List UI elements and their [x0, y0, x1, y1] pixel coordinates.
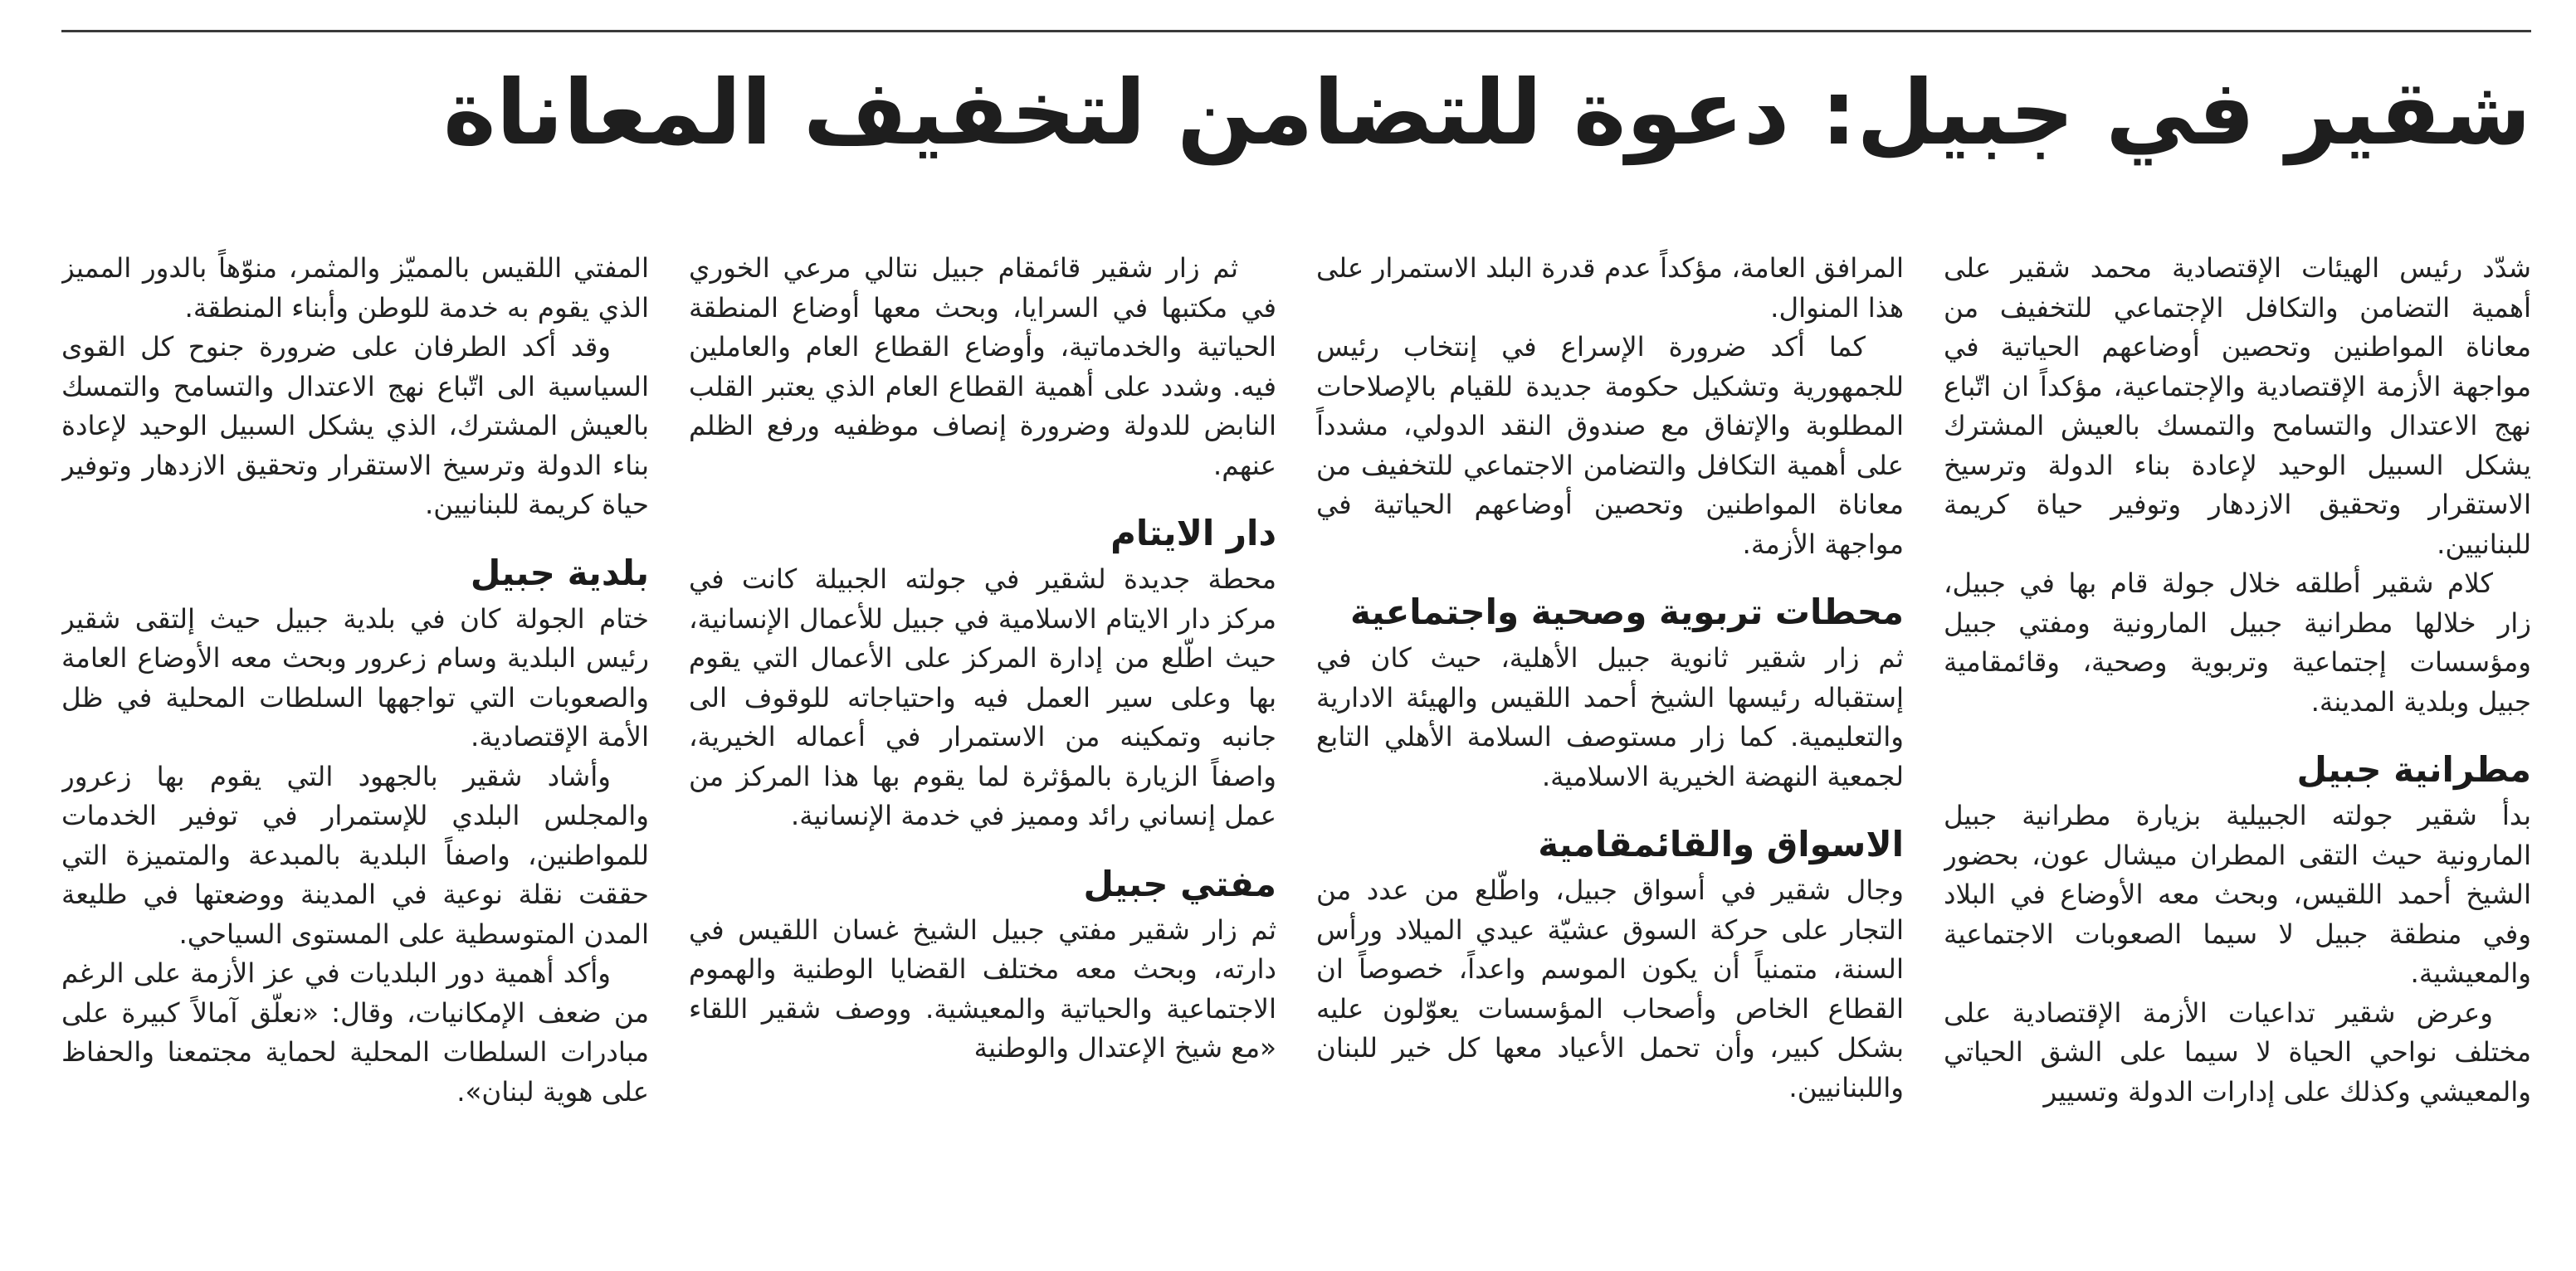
- paragraph: شدّد رئيس الهيئات الإقتصادية محمد شقير على أهمية التضامن والتكافل الإجتماعي للتخفيف من معاناة المواطنين وتحصين أوضاعهم الحياتية في مواجهة الأزمة الإقتصادية والإجتماعية، مؤكداً ان اتّباع نهج الاعتدال والتسامح والتمسك بالعيش المشترك يشكل السبيل الوحيد لإعادة بناء الدولة وترسيخ الاستقرار وتحقيق الازدهار وتوفير حياة كريمة للبنانيين.: [1944, 252, 2531, 560]
- section-heading: مفتي جبيل: [1083, 863, 1276, 904]
- article-column-4: [61, 249, 649, 1203]
- section-heading: مطرانية جبيل: [2296, 749, 2531, 790]
- paragraph: وقد أكد الطرفان على ضرورة جنوح كل القوى السياسية الى اتّباع نهج الاعتدال والتسامح والتمسك بالعيش المشترك، الذي يشكل السبيل الوحيد لإعادة بناء الدولة وترسيخ الاستقرار وتحقيق الازدهار وتوفير حياة كريمة للبنانيين.: [61, 331, 649, 520]
- paragraph: محطة جديدة لشقير في جولته الجبيلة كانت في مركز دار الايتام الاسلامية في جبيل للأعمال الإنسانية، حيث اطّلع من إدارة المركز على الأعمال التي يقوم بها وعلى سير العمل فيه واحتياجاته للوقوف الى جانبه وتمكينه من الاستمرار في أعماله الخيرية، واصفاً الزيارة بالمؤثرة لما يقوم بها هذا المركز من عمل إنساني رائد ومميز في خدمة الإنسانية.: [689, 563, 1276, 831]
- article-headline: شقير في جبيل: دعوة للتضامن لتخفيف المعاناة: [442, 61, 2531, 165]
- article-columns: [61, 249, 2531, 1203]
- top-rule: [61, 30, 2531, 32]
- paragraph: ثم زار شقير قائمقام جبيل نتالي مرعي الخوري في مكتبها في السرايا، وبحث معها أوضاع المنطقة الحياتية والخدماتية، وأوضاع القطاع العام والعاملين فيه. وشدد على أهمية القطاع العام الذي يعتبر القلب النابض للدولة وضرورة إنصاف موظفيه ورفع الظلم عنهم.: [689, 252, 1276, 481]
- paragraph: ثم زار شقير مفتي جبيل الشيخ غسان اللقيس في دارته، وبحث معه مختلف القضايا الوطنية والهموم الاجتماعية والحياتية والمعيشية. ووصف شقير اللقاء «مع شيخ الإعتدال والوطنية: [689, 913, 1276, 1064]
- article-column-2: [1316, 249, 1904, 1203]
- section-heading: الاسواق والقائمقامية: [1538, 824, 1904, 864]
- paragraph: المفتي اللقيس بالمميّز والمثمر، منوّهاً بالدور المميز الذي يقوم به خدمة للوطن وأبناء المنطقة.: [61, 252, 649, 324]
- paragraph: ثم زار شقير ثانوية جبيل الأهلية، حيث كان في إستقباله رئيسها الشيخ أحمد اللقيس والهيئة الادارية والتعليمية. كما زار مستوصف السلامة الأهلي التابع لجمعية النهضة الخيرية الاسلامية.: [1316, 642, 1904, 792]
- article-column-3: [689, 249, 1276, 1203]
- article-column-1: [1944, 249, 2531, 1203]
- paragraph: بدأ شقير جولته الجبيلية بزيارة مطرانية جبيل المارونية حيث التقى المطران ميشال عون، بحضور الشيخ أحمد اللقيس، وبحث معه الأوضاع في البلاد وفي منطقة جبيل لا سيما الصعوبات الاجتماعية والمعيشية.: [1944, 800, 2531, 989]
- paragraph: المرافق العامة، مؤكداً عدم قدرة البلد الاستمرار على هذا المنوال.: [1316, 252, 1904, 324]
- section-heading: بلدية جبيل: [470, 552, 649, 593]
- paragraph: وعرض شقير تداعيات الأزمة الإقتصادية على مختلف نواحي الحياة لا سيما على الشق الحياتي والمعيشي وكذلك على إدارات الدولة وتسيير: [1944, 996, 2531, 1108]
- section-heading: دار الايتام: [1110, 513, 1276, 553]
- paragraph: وأشاد شقير بالجهود التي يقوم بها زعرور والمجلس البلدي للإستمرار في توفير الخدمات للمواطنين، واصفاً البلدية بالمبدعة والمتميزة التي حققت نقلة نوعية في المدينة ووضعتها في طليعة المدن المتوسطية على المستوى السياحي.: [61, 760, 649, 950]
- paragraph: وجال شقير في أسواق جبيل، واطّلع من عدد من التجار على حركة السوق عشيّة عيدي الميلاد ورأس السنة، متمنياً أن يكون الموسم واعداً، خصوصاً ان القطاع الخاص وأصحاب المؤسسات يعوّلون عليه بشكل كبير، وأن تحمل الأعياد معها كل خير للبنان واللبنانيين.: [1316, 874, 1904, 1103]
- paragraph: وأكد أهمية دور البلديات في عز الأزمة على الرغم من ضعف الإمكانيات، وقال: «نعلّق آمالاً كبيرة على مبادرات السلطات المحلية لحماية مجتمعنا والحفاظ على هوية لبنان».: [61, 957, 649, 1108]
- paragraph: كلام شقير أطلقه خلال جولة قام بها في جبيل، زار خلالها مطرانية جبيل المارونية ومفتي جبيل ومؤسسات إجتماعية وتربوية وصحية، وقائمقامية جبيل وبلدية المدينة.: [1944, 567, 2531, 718]
- section-heading: محطات تربوية وصحية واجتماعية: [1350, 592, 1904, 632]
- paragraph: كما أكد ضرورة الإسراع في إنتخاب رئيس للجمهورية وتشكيل حكومة جديدة للقيام بالإصلاحات المطلوبة والإتفاق مع صندوق النقد الدولي، مشدداً على أهمية التكافل والتضامن الاجتماعي للتخفيف من معاناة المواطنين وتحصين أوضاعهم الحياتية في مواجهة الأزمة.: [1316, 331, 1904, 560]
- paragraph: ختام الجولة كان في بلدية جبيل حيث إلتقى شقير رئيس البلدية وسام زعرور وبحث معه الأوضاع العامة والصعوبات التي تواجهها السلطات المحلية في ظل الأمة الإقتصادية.: [61, 602, 649, 752]
